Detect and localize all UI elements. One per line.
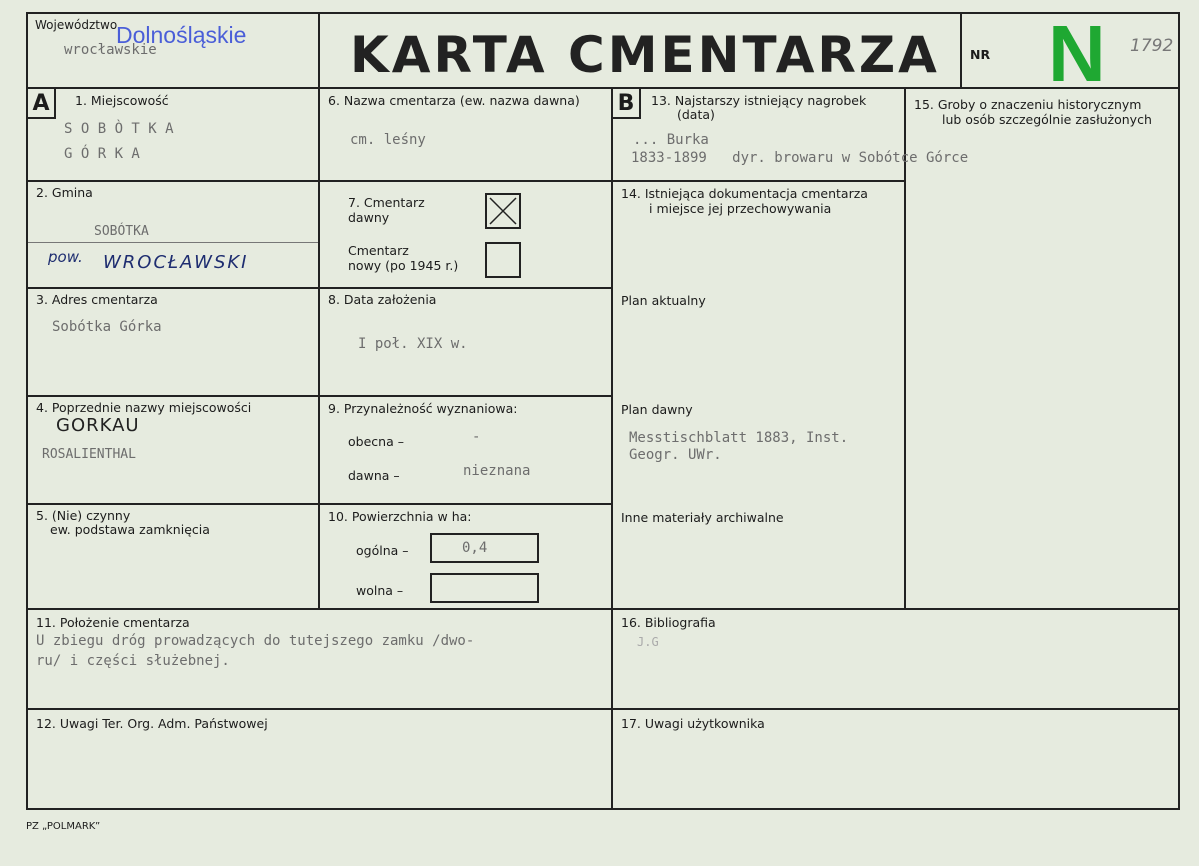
field-label: 7. Cmentarz <box>348 195 425 210</box>
handwritten-prefix: pow. <box>48 248 83 266</box>
section-a-letter: A <box>26 87 56 119</box>
old-plan-value: Messtischblatt 1883, Inst. <box>629 430 849 446</box>
location-line1: U zbiegu dróg prowadzących do tutejszego zamku /dwo- <box>36 633 475 649</box>
printer-mark: PZ „POLMARK” <box>26 821 101 832</box>
field-9-denomination <box>318 395 613 505</box>
field-label: 11. Położenie cmentarza <box>36 615 190 630</box>
field-sublabel: ew. podstawa zamknięcia <box>50 522 210 537</box>
new-cemetery-checkbox[interactable] <box>485 242 521 278</box>
field-label: Cmentarz <box>348 243 409 258</box>
bibliography-value: J.G <box>637 635 659 649</box>
field-label: ogólna – <box>356 543 409 558</box>
voivodeship-stamp: Dolnośląskie <box>116 22 247 48</box>
field-1-locality <box>26 87 320 182</box>
cemetery-name: cm. leśny <box>350 132 426 148</box>
field-label: i miejsce jej przechowywania <box>649 201 832 216</box>
field-label: dawny <box>348 210 390 225</box>
founding-date: I poł. XIX w. <box>358 336 468 352</box>
field-label: 6. Nazwa cmentarza (ew. nazwa dawna) <box>328 93 580 108</box>
field-3-address <box>26 287 320 397</box>
field-17-user-remarks <box>611 708 1180 810</box>
field-2-commune <box>26 180 320 289</box>
field-label: 1. Miejscowość <box>75 93 169 108</box>
field-label: 13. Najstarszy istniejący nagrobek <box>651 93 867 108</box>
location-line2: ru/ i części służebnej. <box>36 653 230 669</box>
total-area-box[interactable] <box>430 533 539 563</box>
field-label: 10. Powierzchnia w ha: <box>328 509 472 524</box>
nr-number: 1792 <box>1130 36 1174 56</box>
field-4-previous-names <box>26 395 320 505</box>
free-area-box[interactable] <box>430 573 539 603</box>
card-title: KARTA CMENTARZA <box>350 26 940 84</box>
field-6-name <box>318 87 613 182</box>
field-label: 16. Bibliografia <box>621 615 716 630</box>
handwritten-name: GORKAU <box>56 415 140 436</box>
field-label: 15. Groby o znaczeniu historycznym <box>914 97 1142 112</box>
voivodeship-label: Województwo <box>35 18 118 32</box>
field-label: 3. Adres cmentarza <box>36 292 158 307</box>
locality-line2: G Ó R K A <box>64 146 140 162</box>
tomb-line2: 1833-1899 dyr. browaru w Sobótce Górce <box>631 150 969 166</box>
field-label: 8. Data założenia <box>328 292 437 307</box>
field-14-documentation <box>611 180 906 610</box>
field-label: 5. (Nie) czynny <box>36 508 131 523</box>
field-10-area <box>318 503 613 610</box>
old-plan-value: Geogr. UWr. <box>629 447 722 463</box>
field-label: lub osób szczególnie zasłużonych <box>942 112 1152 127</box>
section-b-letter: B <box>611 87 641 119</box>
former-denomination: nieznana <box>463 463 531 479</box>
nr-mark: N <box>1048 9 1106 98</box>
voivodeship-cell <box>26 12 320 89</box>
field-label: 17. Uwagi użytkownika <box>621 716 765 731</box>
title-cell <box>318 12 962 89</box>
total-area-value: 0,4 <box>462 540 488 556</box>
field-label: wolna – <box>356 583 404 598</box>
field-8-founding-date <box>318 287 613 397</box>
field-16-bibliography <box>611 608 1180 710</box>
field-label: 4. Poprzednie nazwy miejscowości <box>36 400 252 415</box>
field-label: Plan dawny <box>621 402 693 417</box>
field-label: obecna – <box>348 434 404 449</box>
field-label: dawna – <box>348 468 400 483</box>
tomb-line1: ... Burka <box>633 132 709 148</box>
old-cemetery-checkbox[interactable] <box>485 193 521 229</box>
nr-cell <box>960 9 1180 98</box>
field-label: nowy (po 1945 r.) <box>348 258 459 273</box>
field-11-location <box>26 608 613 710</box>
field-12-remarks-admin <box>26 708 613 810</box>
field-7-type <box>318 180 613 289</box>
locality-line1: S O B Ò T K A <box>64 121 174 137</box>
previous-name: ROSALIENTHAL <box>42 447 136 462</box>
commune-value: SOBÓTKA <box>94 224 149 239</box>
field-label: 9. Przynależność wyznaniowa: <box>328 401 518 416</box>
field-label: 12. Uwagi Ter. Org. Adm. Państwowej <box>36 716 268 731</box>
field-label: (data) <box>677 107 715 122</box>
field-13-oldest-tomb <box>611 87 969 182</box>
handwritten-county: WROCŁAWSKI <box>103 252 249 273</box>
nr-label: NR <box>970 47 991 62</box>
current-denomination: - <box>472 429 481 445</box>
field-label: Inne materiały archiwalne <box>621 510 784 525</box>
voivodeship-value: wrocławskie <box>64 42 157 58</box>
field-label: 14. Istniejąca dokumentacja cmentarza <box>621 186 868 201</box>
address-value: Sobótka Górka <box>52 319 162 335</box>
field-5-active <box>26 503 320 610</box>
checked-x-icon <box>487 195 519 227</box>
field-label: 2. Gmina <box>36 185 93 200</box>
field-label: Plan aktualny <box>621 293 706 308</box>
